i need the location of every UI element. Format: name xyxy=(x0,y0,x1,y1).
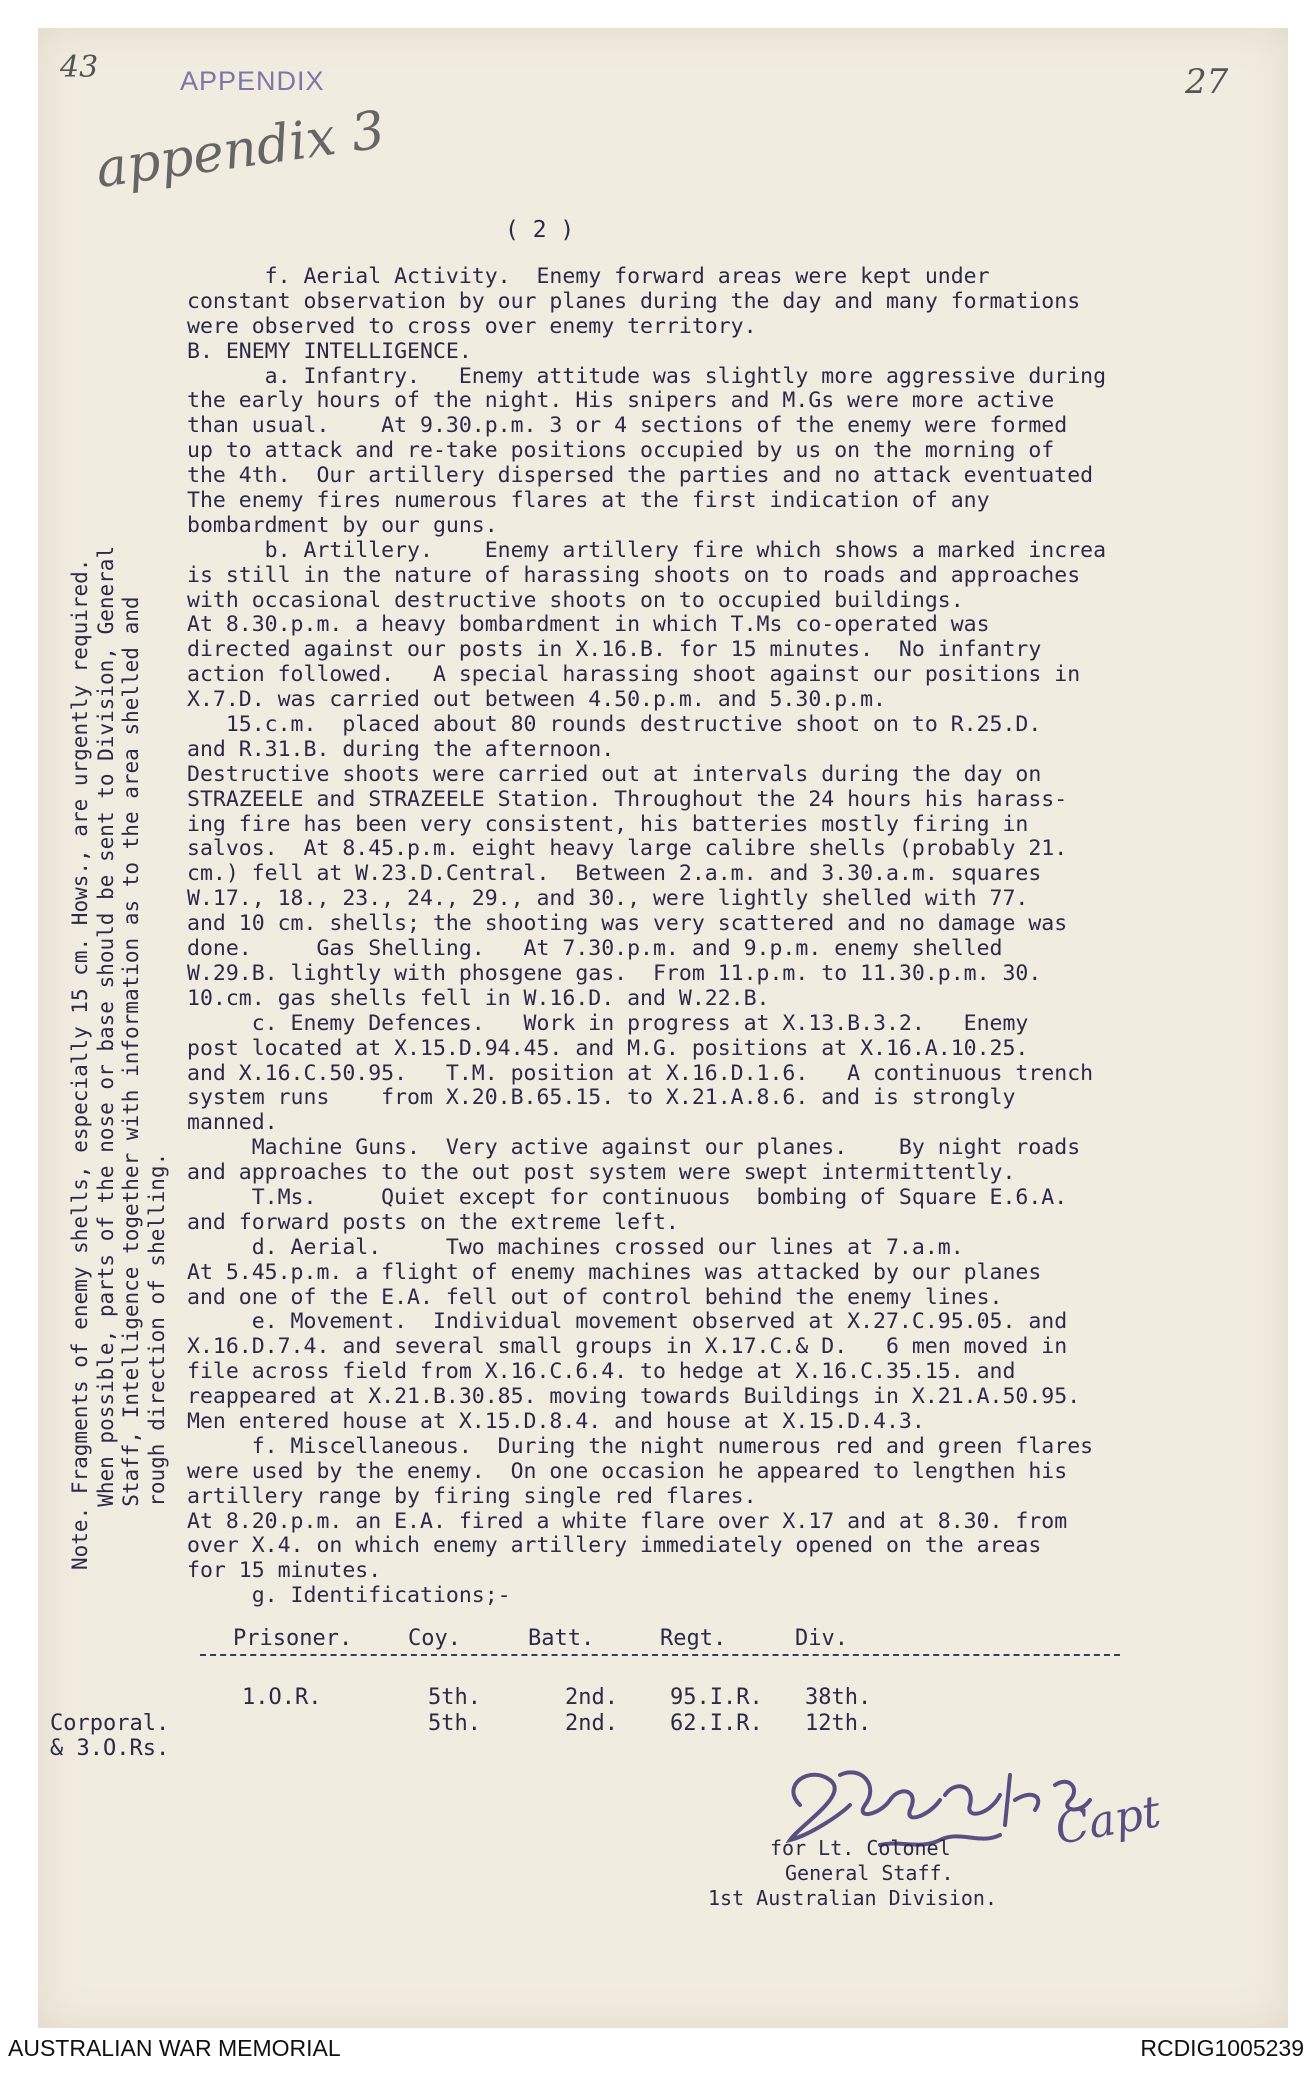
col-header-regt: Regt. xyxy=(660,1626,727,1651)
col-header-batt: Batt. xyxy=(528,1626,595,1651)
footer-left: AUSTRALIAN WAR MEMORIAL xyxy=(8,2035,341,2061)
cell-regt: 62.I.R. xyxy=(670,1711,763,1736)
body-line: manned. xyxy=(187,1110,278,1136)
body-line: The enemy fires numerous flares at the first indication of any xyxy=(187,488,990,514)
body-line: T.Ms. Quiet except for continuous bombing of Square E.6.A. xyxy=(187,1184,1068,1210)
body-line: reappeared at X.21.B.30.85. moving towards Buildings in X.21.A.50.95. xyxy=(187,1384,1081,1410)
body-line: B. ENEMY INTELLIGENCE. xyxy=(187,338,472,364)
body-line: ing fire has been very consistent, his batteries mostly firing in xyxy=(187,811,1029,837)
body-line: over X.4. on which enemy artillery immediately opened on the areas xyxy=(187,1533,1042,1559)
cell-coy: 5th. xyxy=(428,1711,481,1736)
cell-div: 38th. xyxy=(805,1685,872,1710)
body-line: bombardment by our guns. xyxy=(187,512,498,538)
cell-prisoner: Corporal. & 3.O.Rs. xyxy=(50,1711,170,1761)
body-line: with occasional destructive shoots on to occupied buildings. xyxy=(187,587,964,613)
body-line: X.7.D. was carried out between 4.50.p.m. and 5.30.p.m. xyxy=(187,687,886,713)
body-line: Destructive shoots were carried out at intervals during the day on xyxy=(187,761,1042,787)
body-line: and one of the E.A. fell out of control behind the enemy lines. xyxy=(187,1284,1003,1310)
signature-rank: Capt xyxy=(1051,1786,1165,1855)
body-line: file across field from X.16.C.6.4. to hedge at X.16.C.35.15. and xyxy=(187,1359,1016,1385)
body-line: d. Aerial. Two machines crossed our lines at 7.a.m. xyxy=(187,1234,964,1260)
cell-regt: 95.I.R. xyxy=(670,1685,763,1710)
note-line: Staff, Intelligence together with information as to the area shelled and xyxy=(119,596,143,1570)
note-line: rough direction of shelling. xyxy=(144,1152,169,1570)
body-line: cm.) fell at W.23.D.Central. Between 2.a.m. and 3.30.a.m. squares xyxy=(187,861,1042,887)
body-line: constant observation by our planes during the day and many formations xyxy=(187,288,1081,314)
body-line: were observed to cross over enemy territory. xyxy=(187,313,757,339)
cell-batt: 2nd. xyxy=(565,1685,618,1710)
body-line: 10.cm. gas shells fell in W.16.D. and W.22.B. xyxy=(187,985,770,1011)
body-line: artillery range by firing single red flares. xyxy=(187,1483,757,1509)
cell-coy: 5th. xyxy=(428,1685,481,1710)
body-line: X.16.D.7.4. and several small groups in X.17.C.& D. 6 men moved in xyxy=(187,1334,1068,1360)
body-line: and 10 cm. shells; the shooting was very scattered and no damage was xyxy=(187,911,1068,937)
report-body xyxy=(187,265,1267,1609)
signature-line-3: 1st Australian Division. xyxy=(708,1886,997,1910)
note-line: Note. Fragments of enemy shells, especially 15 cm. Hows., are urgently required. xyxy=(68,558,92,1570)
body-line: done. Gas Shelling. At 7.30.p.m. and 9.p.m. enemy shelled xyxy=(187,936,1003,962)
note-line: When possible, parts of the nose or base should be sent to Division, General xyxy=(93,545,118,1570)
body-line: and approaches to the out post system were swept intermittently. xyxy=(187,1160,1016,1186)
body-line: a. Infantry. Enemy attitude was slightly more aggressive during xyxy=(187,363,1107,389)
signature-line-2: General Staff. xyxy=(785,1861,954,1885)
cell-batt: 2nd. xyxy=(565,1711,618,1736)
body-line: Men entered house at X.15.D.8.4. and house at X.15.D.4.3. xyxy=(187,1408,925,1434)
handwritten-corner-number: 27 xyxy=(1185,62,1229,102)
handwritten-folio-number: 43 xyxy=(60,50,99,85)
cell-div: 12th. xyxy=(805,1711,872,1736)
body-line: directed against our posts in X.16.B. for 15 minutes. No infantry xyxy=(187,637,1042,663)
body-line: b. Artillery. Enemy artillery fire which shows a marked increa xyxy=(187,537,1107,563)
col-header-coy: Coy. xyxy=(408,1626,461,1651)
body-line: than usual. At 9.30.p.m. 3 or 4 sections of the enemy were formed xyxy=(187,413,1068,439)
body-line: At 8.20.p.m. an E.A. fired a white flare over X.17 and at 8.30. from xyxy=(187,1508,1068,1534)
body-line: and forward posts on the extreme left. xyxy=(187,1209,679,1235)
body-line: W.17., 18., 23., 24., 29., and 30., were lightly shelled with 77. xyxy=(187,886,1029,912)
body-line: were used by the enemy. On one occasion he appeared to lengthen his xyxy=(187,1458,1068,1484)
body-line: system runs from X.20.B.65.15. to X.21.A.8.6. and is strongly xyxy=(187,1085,1016,1111)
body-line: At 8.30.p.m. a heavy bombardment in which T.Ms co-operated was xyxy=(187,612,990,638)
body-line: post located at X.15.D.94.45. and M.G. positions at X.16.A.10.25. xyxy=(187,1035,1029,1061)
body-line: W.29.B. lightly with phosgene gas. From 11.p.m. to 11.30.p.m. 30. xyxy=(187,960,1042,986)
body-line: action followed. A special harassing shoot against our positions in xyxy=(187,662,1081,688)
table-header-rule xyxy=(200,1654,1120,1656)
col-header-prisoner: Prisoner. xyxy=(233,1626,353,1651)
body-line: and X.16.C.50.95. T.M. position at X.16.D.1.6. A continuous trench xyxy=(187,1060,1094,1086)
body-line: is still in the nature of harassing shoots on to roads and approaches xyxy=(187,562,1081,588)
body-line: f. Aerial Activity. Enemy forward areas were kept under xyxy=(187,264,990,289)
body-line: the early hours of the night. His snipers and M.Gs were more active xyxy=(187,388,1055,414)
body-line: 15.c.m. placed about 80 rounds destructive shoot on to R.25.D. xyxy=(187,712,1042,738)
body-line: f. Miscellaneous. During the night numerous red and green flares xyxy=(187,1433,1094,1459)
body-line: Machine Guns. Very active against our planes. By night roads xyxy=(187,1135,1081,1161)
body-line: STRAZEELE and STRAZEELE Station. Throughout the 24 hours his harass- xyxy=(187,786,1068,812)
body-line: salvos. At 8.45.p.m. eight heavy large calibre shells (probably 21. xyxy=(187,836,1068,862)
footer-right: RCDIG1005239 xyxy=(1140,2035,1304,2061)
body-line: the 4th. Our artillery dispersed the parties and no attack eventuated xyxy=(187,463,1094,489)
page-number: ( 2 ) xyxy=(505,217,575,243)
margin-note xyxy=(68,270,170,1570)
col-header-div: Div. xyxy=(795,1626,848,1651)
handwritten-appendix-note: appendix 3 xyxy=(92,100,389,200)
body-line: up to attack and re-take positions occupied by us on the morning of xyxy=(187,438,1055,464)
cell-prisoner: 1.O.R. xyxy=(242,1685,322,1710)
body-line: and R.31.B. during the afternoon. xyxy=(187,736,615,762)
body-line: At 5.45.p.m. a flight of enemy machines was attacked by our planes xyxy=(187,1259,1042,1285)
body-line: for 15 minutes. xyxy=(187,1558,382,1584)
appendix-stamp: APPENDIX xyxy=(180,66,325,96)
signature-line-1: for Lt. Colonel xyxy=(770,1836,951,1860)
body-line: e. Movement. Individual movement observed at X.27.C.95.05. and xyxy=(187,1309,1068,1335)
body-line: c. Enemy Defences. Work in progress at X.13.B.3.2. Enemy xyxy=(187,1010,1029,1036)
body-line: g. Identifications;- xyxy=(187,1583,511,1609)
